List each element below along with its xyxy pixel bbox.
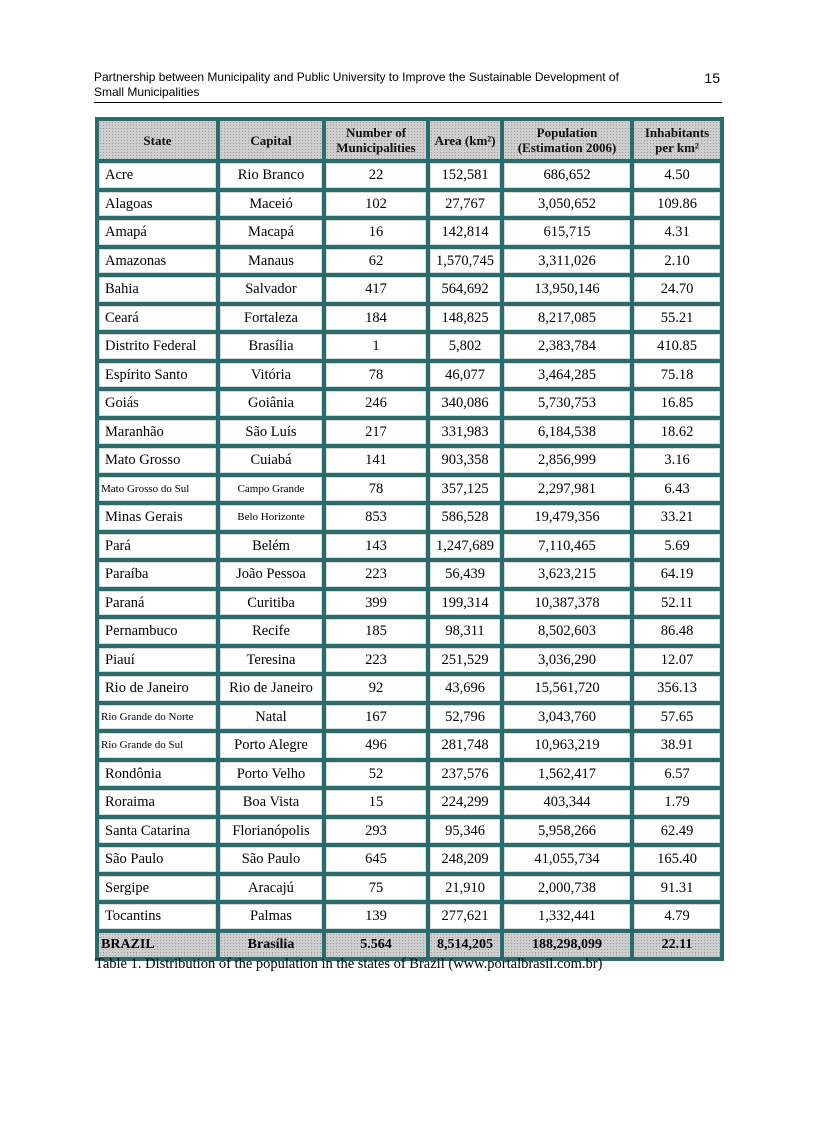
population-cell: 2,383,784 bbox=[502, 332, 632, 361]
column-header-municipalities: Number of Municipalities bbox=[324, 119, 428, 161]
capital-cell: Maceió bbox=[218, 190, 324, 219]
density-cell: 62.49 bbox=[632, 817, 722, 846]
state-cell: Rio Grande do Norte bbox=[97, 703, 218, 732]
capital-cell: Teresina bbox=[218, 646, 324, 675]
area-cell: 21,910 bbox=[428, 874, 502, 903]
table-row bbox=[97, 304, 722, 333]
population-cell: 8,217,085 bbox=[502, 304, 632, 333]
table-row bbox=[97, 617, 722, 646]
area-cell: 148,825 bbox=[428, 304, 502, 333]
density-cell: 33.21 bbox=[632, 503, 722, 532]
area-cell: 43,696 bbox=[428, 674, 502, 703]
capital-cell: Porto Velho bbox=[218, 760, 324, 789]
area-cell: 248,209 bbox=[428, 845, 502, 874]
capital-cell: Fortaleza bbox=[218, 304, 324, 333]
municipalities-cell: 217 bbox=[324, 418, 428, 447]
capital-cell: Curitiba bbox=[218, 589, 324, 618]
population-table-container bbox=[95, 117, 720, 961]
state-cell: Amapá bbox=[97, 218, 218, 247]
population-cell: 10,963,219 bbox=[502, 731, 632, 760]
table-row bbox=[97, 475, 722, 504]
area-cell: 586,528 bbox=[428, 503, 502, 532]
density-cell: 18.62 bbox=[632, 418, 722, 447]
municipalities-cell: 22 bbox=[324, 161, 428, 190]
state-cell: Rio Grande do Sul bbox=[97, 731, 218, 760]
area-cell: 224,299 bbox=[428, 788, 502, 817]
capital-cell: Natal bbox=[218, 703, 324, 732]
municipalities-cell: 1 bbox=[324, 332, 428, 361]
municipalities-cell: 52 bbox=[324, 760, 428, 789]
population-cell: 41,055,734 bbox=[502, 845, 632, 874]
capital-cell: Vitória bbox=[218, 361, 324, 390]
municipalities-cell: 78 bbox=[324, 361, 428, 390]
table-row bbox=[97, 275, 722, 304]
state-cell: Maranhão bbox=[97, 418, 218, 447]
state-cell: Distrito Federal bbox=[97, 332, 218, 361]
table-row bbox=[97, 247, 722, 276]
header-title: Partnership between Municipality and Public University to Improve the Sustainable Development of Small Municipalities bbox=[94, 70, 619, 99]
area-cell: 251,529 bbox=[428, 646, 502, 675]
population-cell: 6,184,538 bbox=[502, 418, 632, 447]
state-cell: Paraná bbox=[97, 589, 218, 618]
state-cell: Roraima bbox=[97, 788, 218, 817]
area-cell: 199,314 bbox=[428, 589, 502, 618]
capital-cell: Boa Vista bbox=[218, 788, 324, 817]
density-cell: 5.69 bbox=[632, 532, 722, 561]
state-cell: Mato Grosso bbox=[97, 446, 218, 475]
column-header-area: Area (km²) bbox=[428, 119, 502, 161]
state-cell: Tocantins bbox=[97, 902, 218, 931]
population-cell: 3,050,652 bbox=[502, 190, 632, 219]
column-header-population: Population (Estimation 2006) bbox=[502, 119, 632, 161]
state-cell: Bahia bbox=[97, 275, 218, 304]
municipalities-cell: 293 bbox=[324, 817, 428, 846]
table-row bbox=[97, 503, 722, 532]
population-cell: 5,730,753 bbox=[502, 389, 632, 418]
area-cell: 564,692 bbox=[428, 275, 502, 304]
area-cell: 281,748 bbox=[428, 731, 502, 760]
table-row bbox=[97, 361, 722, 390]
capital-cell: Porto Alegre bbox=[218, 731, 324, 760]
municipalities-cell: 853 bbox=[324, 503, 428, 532]
population-cell: 8,502,603 bbox=[502, 617, 632, 646]
municipalities-cell: 223 bbox=[324, 646, 428, 675]
municipalities-cell: 143 bbox=[324, 532, 428, 561]
population-cell: 686,652 bbox=[502, 161, 632, 190]
density-cell: 356.13 bbox=[632, 674, 722, 703]
density-cell: 86.48 bbox=[632, 617, 722, 646]
table-row bbox=[97, 332, 722, 361]
density-cell: 165.40 bbox=[632, 845, 722, 874]
state-cell: Santa Catarina bbox=[97, 817, 218, 846]
population-cell: 13,950,146 bbox=[502, 275, 632, 304]
population-cell: 2,000,738 bbox=[502, 874, 632, 903]
density-cell: 12.07 bbox=[632, 646, 722, 675]
municipalities-cell: 75 bbox=[324, 874, 428, 903]
area-cell: 95,346 bbox=[428, 817, 502, 846]
population-cell: 10,387,378 bbox=[502, 589, 632, 618]
area-cell: 237,576 bbox=[428, 760, 502, 789]
area-cell: 357,125 bbox=[428, 475, 502, 504]
area-cell: 56,439 bbox=[428, 560, 502, 589]
capital-cell: Florianópolis bbox=[218, 817, 324, 846]
state-cell: Sergipe bbox=[97, 874, 218, 903]
state-cell: Ceará bbox=[97, 304, 218, 333]
state-cell: Pará bbox=[97, 532, 218, 561]
population-cell: 1,562,417 bbox=[502, 760, 632, 789]
area-cell: 152,581 bbox=[428, 161, 502, 190]
capital-cell: Recife bbox=[218, 617, 324, 646]
area-cell: 98,311 bbox=[428, 617, 502, 646]
population-cell: 15,561,720 bbox=[502, 674, 632, 703]
capital-cell: Campo Grande bbox=[218, 475, 324, 504]
density-cell: 38.91 bbox=[632, 731, 722, 760]
state-cell: Rio de Janeiro bbox=[97, 674, 218, 703]
area-cell: 5,802 bbox=[428, 332, 502, 361]
state-cell: Espírito Santo bbox=[97, 361, 218, 390]
table-row bbox=[97, 646, 722, 675]
density-cell: 24.70 bbox=[632, 275, 722, 304]
density-cell: 64.19 bbox=[632, 560, 722, 589]
population-cell: 19,479,356 bbox=[502, 503, 632, 532]
table-row bbox=[97, 532, 722, 561]
table-row bbox=[97, 589, 722, 618]
state-cell: Acre bbox=[97, 161, 218, 190]
area-cell: 1,247,689 bbox=[428, 532, 502, 561]
capital-cell: Belém bbox=[218, 532, 324, 561]
table-row bbox=[97, 190, 722, 219]
table-row bbox=[97, 902, 722, 931]
table-row bbox=[97, 817, 722, 846]
capital-cell: Macapá bbox=[218, 218, 324, 247]
municipalities-cell: 78 bbox=[324, 475, 428, 504]
municipalities-cell: 16 bbox=[324, 218, 428, 247]
state-cell: Pernambuco bbox=[97, 617, 218, 646]
table-row bbox=[97, 760, 722, 789]
area-cell: 903,358 bbox=[428, 446, 502, 475]
density-cell: 52.11 bbox=[632, 589, 722, 618]
municipalities-cell: 246 bbox=[324, 389, 428, 418]
state-cell: São Paulo bbox=[97, 845, 218, 874]
density-cell: 75.18 bbox=[632, 361, 722, 390]
table-row bbox=[97, 674, 722, 703]
table-row bbox=[97, 731, 722, 760]
table-body bbox=[97, 161, 722, 959]
population-cell: 3,623,215 bbox=[502, 560, 632, 589]
population-cell: 188,298,099 bbox=[502, 931, 632, 960]
population-cell: 5,958,266 bbox=[502, 817, 632, 846]
capital-cell: São Paulo bbox=[218, 845, 324, 874]
municipalities-cell: 645 bbox=[324, 845, 428, 874]
state-cell: BRAZIL bbox=[97, 931, 218, 960]
density-cell: 16.85 bbox=[632, 389, 722, 418]
capital-cell: Rio Branco bbox=[218, 161, 324, 190]
area-cell: 340,086 bbox=[428, 389, 502, 418]
column-header-state: State bbox=[97, 119, 218, 161]
municipalities-cell: 417 bbox=[324, 275, 428, 304]
state-cell: Goiás bbox=[97, 389, 218, 418]
page-number: 15 bbox=[704, 70, 720, 86]
municipalities-cell: 141 bbox=[324, 446, 428, 475]
density-cell: 22.11 bbox=[632, 931, 722, 960]
table-row bbox=[97, 845, 722, 874]
density-cell: 2.10 bbox=[632, 247, 722, 276]
capital-cell: Aracajú bbox=[218, 874, 324, 903]
capital-cell: Cuiabá bbox=[218, 446, 324, 475]
municipalities-cell: 102 bbox=[324, 190, 428, 219]
table-caption: Table 1. Distribution of the population in the states of Brazil (www.portalbrasil.com.br) bbox=[95, 956, 603, 972]
table-row bbox=[97, 418, 722, 447]
capital-cell: Manaus bbox=[218, 247, 324, 276]
table-row bbox=[97, 218, 722, 247]
density-cell: 410.85 bbox=[632, 332, 722, 361]
area-cell: 142,814 bbox=[428, 218, 502, 247]
state-cell: Mato Grosso do Sul bbox=[97, 475, 218, 504]
municipalities-cell: 5.564 bbox=[324, 931, 428, 960]
density-cell: 57.65 bbox=[632, 703, 722, 732]
area-cell: 1,570,745 bbox=[428, 247, 502, 276]
running-header bbox=[94, 70, 722, 103]
municipalities-cell: 139 bbox=[324, 902, 428, 931]
municipalities-cell: 167 bbox=[324, 703, 428, 732]
density-cell: 6.57 bbox=[632, 760, 722, 789]
area-cell: 331,983 bbox=[428, 418, 502, 447]
area-cell: 277,621 bbox=[428, 902, 502, 931]
municipalities-cell: 185 bbox=[324, 617, 428, 646]
population-cell: 3,043,760 bbox=[502, 703, 632, 732]
capital-cell: Rio de Janeiro bbox=[218, 674, 324, 703]
municipalities-cell: 62 bbox=[324, 247, 428, 276]
density-cell: 109.86 bbox=[632, 190, 722, 219]
municipalities-cell: 399 bbox=[324, 589, 428, 618]
municipalities-cell: 92 bbox=[324, 674, 428, 703]
state-cell: Rondônia bbox=[97, 760, 218, 789]
population-table bbox=[95, 117, 724, 961]
capital-cell: João Pessoa bbox=[218, 560, 324, 589]
area-cell: 27,767 bbox=[428, 190, 502, 219]
density-cell: 4.50 bbox=[632, 161, 722, 190]
population-cell: 3,311,026 bbox=[502, 247, 632, 276]
population-cell: 7,110,465 bbox=[502, 532, 632, 561]
population-cell: 2,297,981 bbox=[502, 475, 632, 504]
capital-cell: Goiânia bbox=[218, 389, 324, 418]
population-cell: 403,344 bbox=[502, 788, 632, 817]
table-header-row bbox=[97, 119, 722, 161]
capital-cell: São Luís bbox=[218, 418, 324, 447]
table-row bbox=[97, 874, 722, 903]
area-cell: 46,077 bbox=[428, 361, 502, 390]
density-cell: 6.43 bbox=[632, 475, 722, 504]
table-row bbox=[97, 703, 722, 732]
population-cell: 1,332,441 bbox=[502, 902, 632, 931]
capital-cell: Palmas bbox=[218, 902, 324, 931]
table-row bbox=[97, 389, 722, 418]
municipalities-cell: 15 bbox=[324, 788, 428, 817]
state-cell: Paraíba bbox=[97, 560, 218, 589]
table-row bbox=[97, 161, 722, 190]
population-cell: 3,036,290 bbox=[502, 646, 632, 675]
capital-cell: Belo Horizonte bbox=[218, 503, 324, 532]
area-cell: 52,796 bbox=[428, 703, 502, 732]
column-header-capital: Capital bbox=[218, 119, 324, 161]
municipalities-cell: 496 bbox=[324, 731, 428, 760]
column-header-density: Inhabitants per km² bbox=[632, 119, 722, 161]
density-cell: 1.79 bbox=[632, 788, 722, 817]
table-row bbox=[97, 446, 722, 475]
population-cell: 3,464,285 bbox=[502, 361, 632, 390]
table-row bbox=[97, 560, 722, 589]
population-cell: 2,856,999 bbox=[502, 446, 632, 475]
state-cell: Piauí bbox=[97, 646, 218, 675]
density-cell: 4.31 bbox=[632, 218, 722, 247]
state-cell: Minas Gerais bbox=[97, 503, 218, 532]
capital-cell: Brasília bbox=[218, 332, 324, 361]
capital-cell: Salvador bbox=[218, 275, 324, 304]
municipalities-cell: 184 bbox=[324, 304, 428, 333]
municipalities-cell: 223 bbox=[324, 560, 428, 589]
density-cell: 4.79 bbox=[632, 902, 722, 931]
density-cell: 3.16 bbox=[632, 446, 722, 475]
area-cell: 8,514,205 bbox=[428, 931, 502, 960]
capital-cell: Brasília bbox=[218, 931, 324, 960]
state-cell: Alagoas bbox=[97, 190, 218, 219]
density-cell: 55.21 bbox=[632, 304, 722, 333]
table-row bbox=[97, 788, 722, 817]
population-cell: 615,715 bbox=[502, 218, 632, 247]
state-cell: Amazonas bbox=[97, 247, 218, 276]
density-cell: 91.31 bbox=[632, 874, 722, 903]
